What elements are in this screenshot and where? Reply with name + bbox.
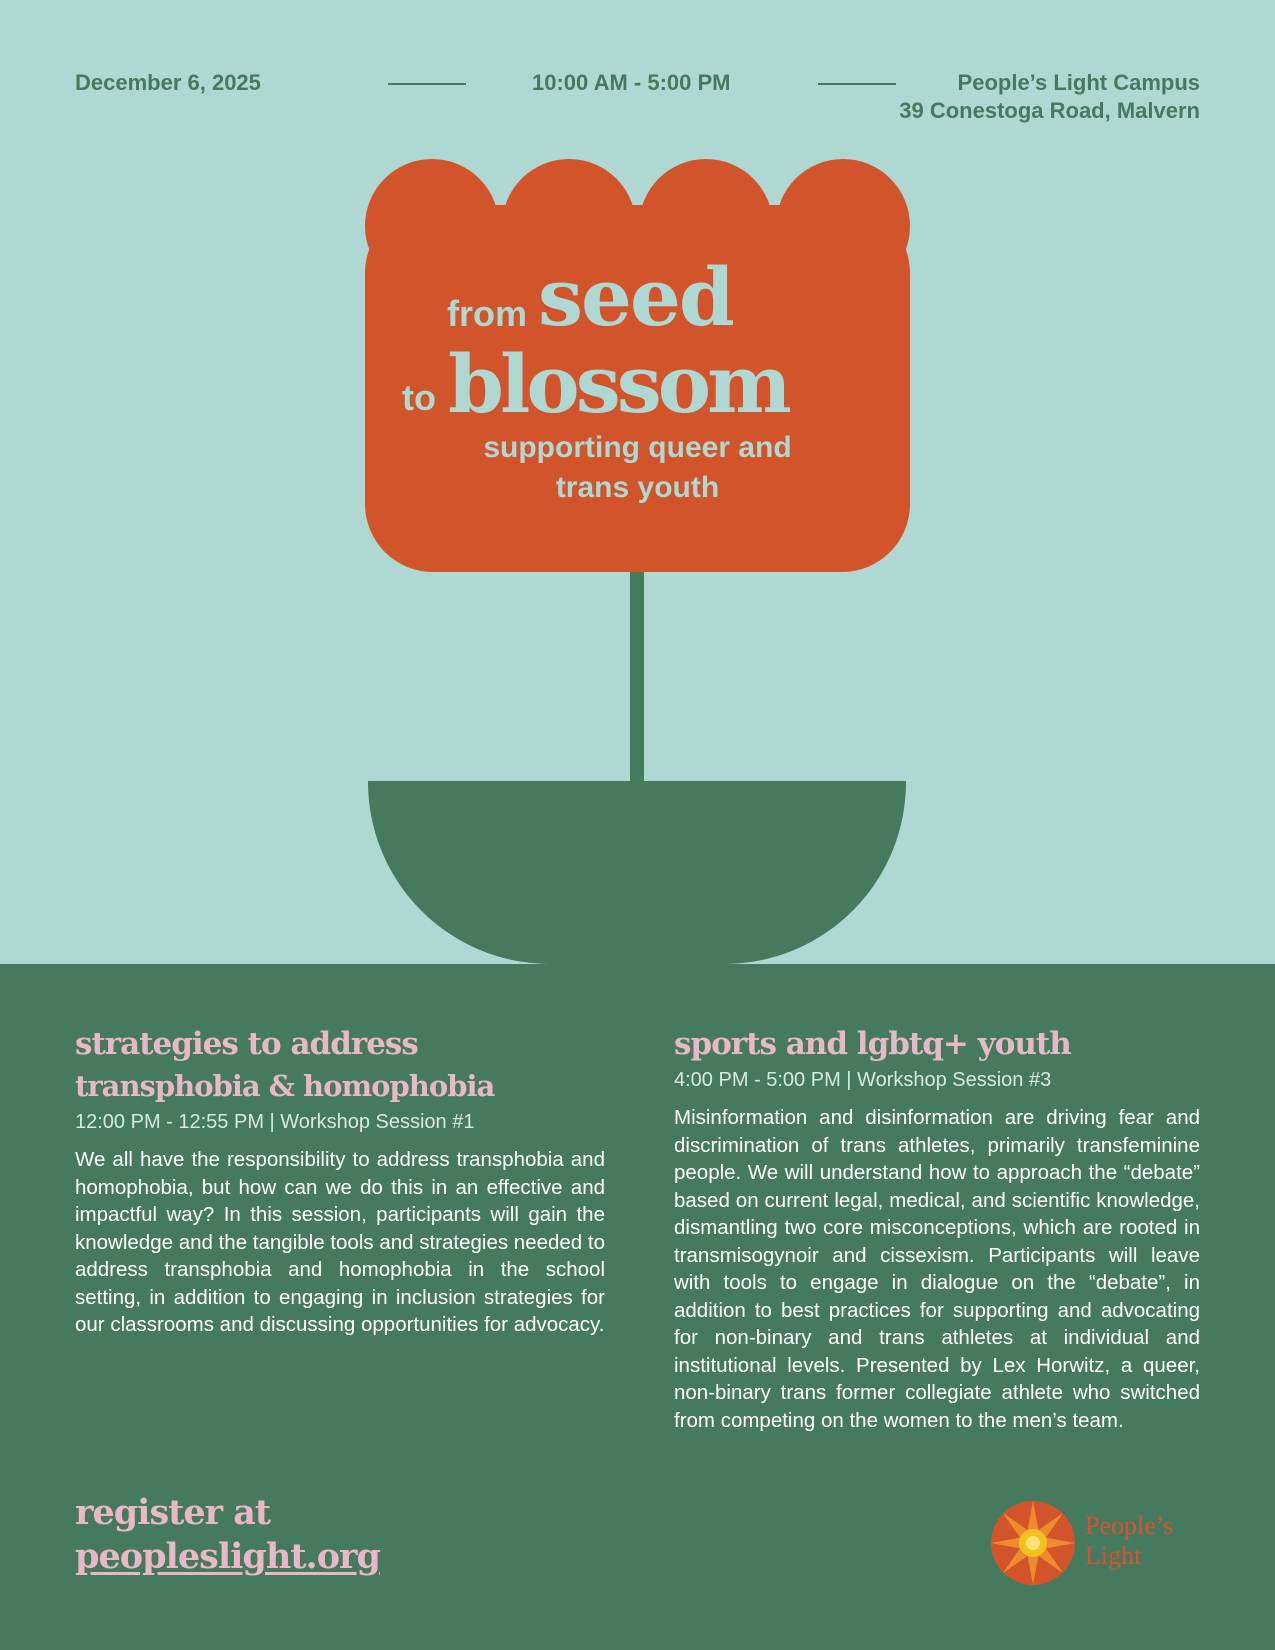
title-blossom: blossom: [448, 337, 788, 431]
title-seed: seed: [538, 250, 733, 344]
logo-line1: People’s: [1085, 1511, 1174, 1540]
session-1-description: We all have the responsibility to address transphobia and homophobia, but how can we do this in an effective and impactful way? In this session, participants will gain the knowledge and the tangible tools and strategies needed to address transphobia and homophobia in the school setting, in addition to engaging in inclusion strategies for our classrooms and discussing opportunities for advocacy.: [75, 1148, 605, 1336]
title-from: from: [447, 293, 527, 334]
event-time: 10:00 AM - 5:00 PM: [532, 70, 731, 95]
session-1-title: [75, 1023, 605, 1107]
register-callout: [75, 1491, 380, 1579]
tagline-line2: trans youth: [555, 471, 720, 504]
venue-address: 39 Conestoga Road, Malvern: [899, 98, 1200, 123]
session-1-time: 12:00 PM - 12:55 PM | Workshop Session #1: [75, 1111, 475, 1133]
session-1-title-line1: strategies to address: [75, 1026, 418, 1062]
tagline-line1: supporting queer and: [483, 431, 792, 464]
logo-line2: Light: [1085, 1541, 1142, 1570]
workshop-session-1: [75, 1023, 605, 1339]
venue-name: People’s Light Campus: [957, 70, 1200, 95]
session-1-title-line2: transphobia & homophobia: [75, 1069, 495, 1103]
session-3-title: sports and lgbtq+ youth: [674, 1026, 1071, 1062]
register-label: register at: [75, 1492, 271, 1533]
session-3-description: Misinformation and disinformation are driving fear and discrimination of trans athletes, primarily transfeminine people. We will understand how to approach the “debate” based on current legal, medical, and scientific knowledge, dismantling two core misconceptions, which are rooted in transmisogynoir and cissexism. Participants will leave with tools to engage in dialogue on the “debate”, in addition to best practices for supporting and advocating for non-binary and trans athletes at individual and institutional levels. Presented by Lex Horwitz, a queer, non-binary trans former collegiate athlete who switched from competing on the women to the men’s team.: [674, 1106, 1200, 1432]
session-3-time: 4:00 PM - 5:00 PM | Workshop Session #3: [674, 1069, 1052, 1091]
right-leaf: [644, 781, 906, 964]
event-date: December 6, 2025: [75, 70, 261, 95]
register-link[interactable]: peopleslight.org: [75, 1536, 380, 1577]
flower-stem: [630, 560, 644, 964]
title-to: to: [402, 377, 436, 418]
workshop-session-3: [674, 1023, 1200, 1434]
title-tagline: [365, 428, 910, 508]
logo-wordmark: [1085, 1511, 1173, 1571]
left-leaf: [368, 781, 630, 964]
